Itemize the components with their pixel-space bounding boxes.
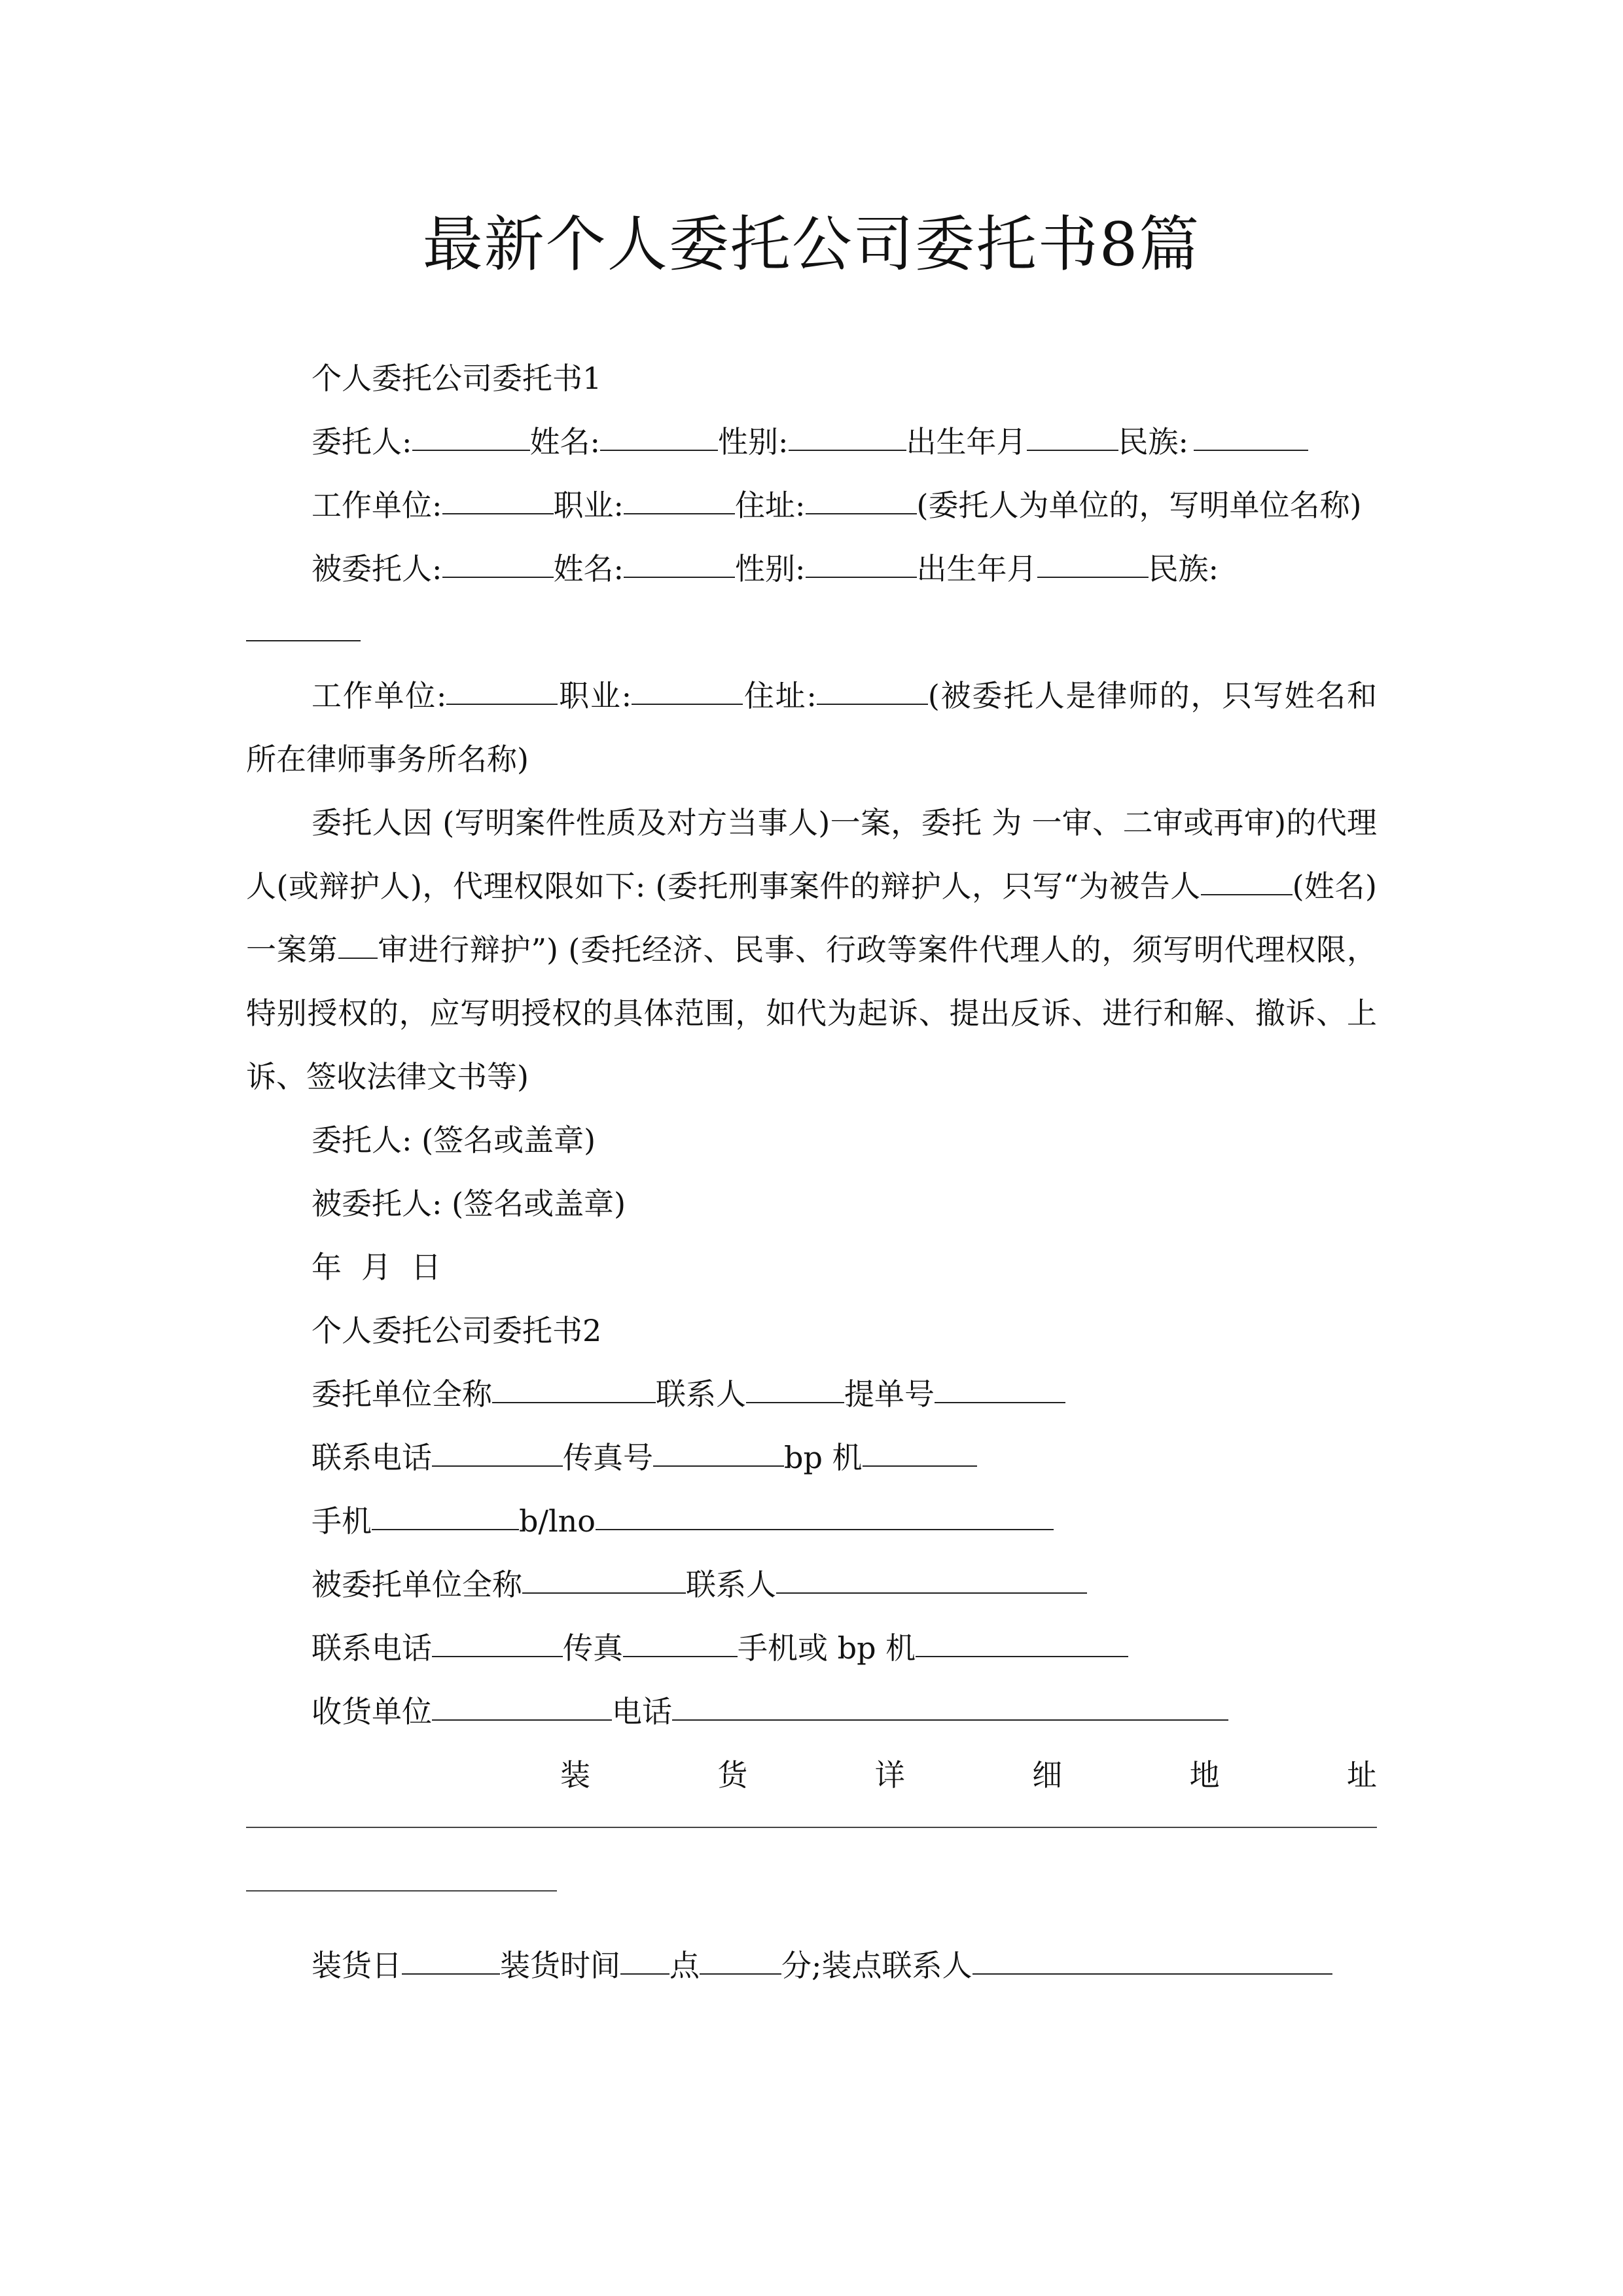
principal-work-row: [246, 474, 1377, 537]
unit-full-name-blank[interactable]: [492, 1363, 656, 1403]
mobile-or-bp-blank[interactable]: [916, 1617, 1128, 1657]
phone-label-2: 联系电话: [312, 1630, 432, 1666]
work-unit-blank-2[interactable]: [446, 664, 558, 705]
loading-address-char-5: 地: [1189, 1757, 1220, 1793]
agent-blank[interactable]: [442, 537, 554, 578]
consignee-row: [246, 1680, 1377, 1744]
body-paragraph: [246, 791, 1377, 1109]
birth-blank-2[interactable]: [1037, 537, 1149, 578]
gender-label-2: 性别:: [735, 551, 806, 586]
bill-no-blank[interactable]: [935, 1363, 1065, 1403]
address-blank-line-2[interactable]: [246, 1890, 557, 1892]
contact-blank-2[interactable]: [776, 1553, 1087, 1594]
name-label-2: 姓名:: [553, 551, 624, 586]
work-unit-label-2: 工作单位:: [312, 678, 447, 713]
fax-no-blank[interactable]: [653, 1426, 784, 1467]
bl-no-label: b/lno: [519, 1503, 596, 1539]
mobile-or-bp-label: 手机或 bp 机: [738, 1630, 916, 1666]
consignee-label: 收货单位: [312, 1694, 432, 1729]
loading-address-row: [246, 1744, 1377, 1807]
loading-address-char-1: 装: [560, 1757, 590, 1793]
principal-note: (委托人为单位的，写明单位名称): [916, 488, 1362, 523]
defendant-blank[interactable]: [1201, 855, 1293, 895]
minute-blank[interactable]: [700, 1934, 781, 1975]
gender-blank[interactable]: [789, 410, 906, 451]
phone-blank-2[interactable]: [432, 1617, 563, 1657]
ethnicity-label: 民族:: [1118, 424, 1188, 459]
mobile-label: 手机: [312, 1503, 372, 1539]
gender-blank-2[interactable]: [806, 537, 917, 578]
phone-blank[interactable]: [432, 1426, 563, 1467]
ethnicity-blank[interactable]: [1194, 410, 1308, 451]
work-unit-label: 工作单位:: [312, 488, 442, 523]
birth-blank[interactable]: [1027, 410, 1118, 451]
tel-label: 电话: [612, 1694, 672, 1729]
ethnicity-blank-row: [246, 601, 1377, 664]
loading-time-row: [246, 1934, 1377, 1998]
loading-date-label: 装货日: [312, 1948, 402, 1983]
date-day: 日: [411, 1249, 441, 1285]
loading-time-label: 装货时间: [500, 1948, 620, 1983]
hour-label: 点: [669, 1948, 700, 1983]
fax-label: 传真: [563, 1630, 623, 1666]
address-line-row-1: [246, 1807, 1377, 1871]
body-text-1: 委托人因 (写明案件性质及对方当事人)一案，委托 为 一审、二审或再审)的代理人(或辩护人)，代理权限如下: (委托刑事案件的辩护人，只写“为被告人: [246, 805, 1377, 904]
mobile-blank[interactable]: [372, 1490, 519, 1530]
document-body: [246, 347, 1377, 1998]
phone-row-2: [246, 1617, 1377, 1680]
principal-info-row: [246, 410, 1377, 474]
bp-label: bp 机: [784, 1440, 863, 1475]
fax-no-label: 传真号: [563, 1440, 653, 1475]
mobile-row: [246, 1490, 1377, 1553]
address-blank[interactable]: [806, 474, 917, 514]
contact-label: 联系人: [656, 1376, 746, 1412]
address-blank-2[interactable]: [817, 664, 928, 705]
occupation-blank[interactable]: [624, 474, 735, 514]
address-blank-line-1[interactable]: [246, 1827, 1377, 1828]
principal-blank[interactable]: [412, 410, 530, 451]
occupation-blank-2[interactable]: [632, 664, 743, 705]
occupation-label: 职业:: [553, 488, 624, 523]
agent-label: 被委托人:: [312, 551, 442, 586]
loading-address-char-4: 细: [1032, 1757, 1063, 1793]
page-title: 最新个人委托公司委托书8篇: [422, 209, 1201, 279]
date-year: 年: [312, 1249, 342, 1285]
date-month: 月: [361, 1249, 391, 1285]
tel-blank[interactable]: [672, 1680, 1228, 1721]
hour-blank[interactable]: [620, 1934, 669, 1975]
agent-unit-blank[interactable]: [522, 1553, 686, 1594]
address-label-2: 住址:: [743, 678, 817, 713]
bl-no-blank[interactable]: [596, 1490, 1054, 1530]
occupation-label-2: 职业:: [558, 678, 632, 713]
work-unit-blank[interactable]: [442, 474, 554, 514]
loading-address-char-6: 址: [1346, 1757, 1377, 1793]
name-label: 姓名:: [529, 424, 600, 459]
phone-row: [246, 1426, 1377, 1490]
agent-note: (被委托人是律师的，只写姓名和所在律师事务所名称): [246, 678, 1378, 777]
contact-label-2: 联系人: [686, 1567, 776, 1602]
bp-blank[interactable]: [863, 1426, 977, 1467]
birth-label-2: 出生年月: [916, 551, 1037, 586]
sign-principal: 委托人: (签名或盖章): [312, 1122, 596, 1158]
date-row: [246, 1236, 1377, 1299]
contact-blank[interactable]: [746, 1363, 844, 1403]
address-label: 住址:: [735, 488, 806, 523]
instance-blank[interactable]: [338, 918, 378, 959]
body-text-2: (姓名) 一案第: [246, 869, 1377, 967]
consignee-blank[interactable]: [432, 1680, 612, 1721]
section-heading-1: 个人委托公司委托书1: [312, 361, 602, 396]
fax-blank[interactable]: [623, 1617, 738, 1657]
name-blank[interactable]: [600, 410, 718, 451]
loading-contact-blank[interactable]: [972, 1934, 1332, 1975]
unit-row: [246, 1363, 1377, 1426]
ethnicity-label-2: 民族:: [1148, 551, 1219, 586]
minute-label: 分;装点联系人: [781, 1948, 972, 1983]
unit-full-name-label: 委托单位全称: [312, 1376, 492, 1412]
loading-address-char-3: 详: [874, 1757, 905, 1793]
bill-no-label: 提单号: [844, 1376, 935, 1412]
loading-date-blank[interactable]: [402, 1934, 500, 1975]
agent-info-row: [246, 537, 1377, 601]
ethnicity-blank-2[interactable]: [246, 601, 361, 641]
phone-label: 联系电话: [312, 1440, 432, 1475]
gender-label: 性别:: [718, 424, 789, 459]
body-text-3: 审进行辩护”) (委托经济、民事、行政等案件代理人的，须写明代理权限，特别授权的，应写明授权的具体范围，如代为起诉、提出反诉、进行和解、撤诉、上诉、签收法律文书等): [246, 932, 1378, 1094]
loading-address-char-2: 货: [717, 1757, 748, 1793]
address-line-row-2: [246, 1871, 1377, 1934]
agent-unit-row: [246, 1553, 1377, 1617]
sign-agent: 被委托人: (签名或盖章): [312, 1186, 626, 1221]
agent-work-row: [246, 664, 1377, 791]
birth-label: 出生年月: [906, 424, 1027, 459]
principal-label: 委托人:: [312, 424, 412, 459]
section-heading-2: 个人委托公司委托书2: [312, 1313, 602, 1348]
name-blank-2[interactable]: [624, 537, 735, 578]
agent-unit-label: 被委托单位全称: [312, 1567, 522, 1602]
